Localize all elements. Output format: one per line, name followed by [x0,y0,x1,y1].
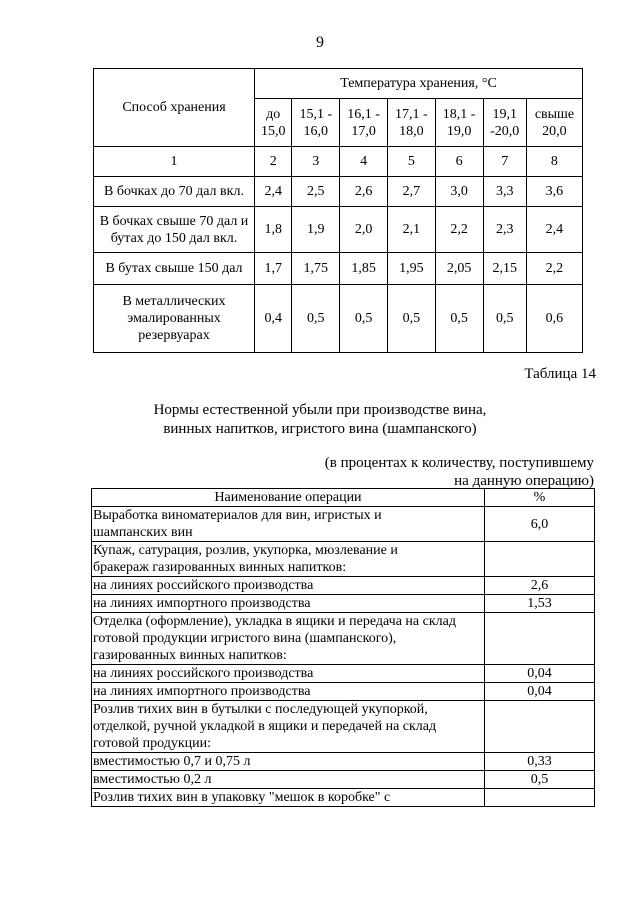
percent-value-cell [485,542,595,577]
title-line: винных напитков, игристого вина (шампанского) [163,421,477,437]
storage-method-line: эмалированных [127,311,221,326]
operation-line: на линиях российского производства [93,666,314,681]
operation-line: на линиях импортного производства [93,596,311,611]
table-row [94,177,583,207]
table-row [94,207,583,253]
loss-value-cell: 3,6 [526,177,582,207]
storage-method-line: бутах до 150 дал вкл. [110,230,238,246]
range-line: 20,0 [542,123,567,139]
loss-value-cell: 2,4 [526,207,582,253]
range-line: до [266,106,281,122]
table-row [92,542,595,577]
loss-value-cell: 2,0 [340,207,388,253]
temperature-range-cell [387,99,435,147]
loss-value-cell: 1,9 [292,207,340,253]
table-row [92,595,595,613]
loss-value-cell: 2,3 [483,207,526,253]
table-row [94,285,583,353]
storage-method-line: В бочках свыше 70 дал и [99,213,249,229]
range-line: 19,0 [446,123,472,139]
loss-value-cell: 0,5 [387,285,435,353]
operation-line: вместимостью 0,7 и 0,75 л [93,754,251,769]
percent-value-cell: 1,53 [485,595,595,613]
temperature-range-cell [483,99,526,147]
temperature-range-cell [435,99,483,147]
loss-value-cell: 2,6 [340,177,388,207]
operation-cell [92,613,485,665]
table-row [92,771,595,789]
column-number: 8 [526,147,582,177]
operation-cell [92,789,485,807]
loss-value-cell: 0,5 [483,285,526,353]
operation-line: вместимостью 0,2 л [93,772,212,787]
range-line: 18,1 - [442,106,476,122]
storage-method-line: В бутах свыше 150 дал [105,261,243,276]
operation-line: бракераж газированных винных напитков: [93,560,347,575]
production-loss-table [91,488,595,807]
operation-cell [92,753,485,771]
title-line: Нормы естественной убыли при производстве вина, [153,402,487,418]
loss-value-cell: 2,05 [435,253,483,285]
loss-value-cell: 3,3 [483,177,526,207]
operation-line: Отделка (оформление), укладка в ящики и передача на склад [93,614,456,629]
table-title [0,401,640,439]
operation-line: Розлив тихих вин в упаковку "мешок в коробке" с [93,790,391,805]
range-line: 18,0 [399,123,424,139]
operation-line: отделкой, ручной укладкой в ящики и передачей на склад [93,719,437,734]
operation-line: газированных винных напитков: [93,648,287,663]
operation-cell [92,507,485,542]
temperature-range-cell [255,99,292,147]
units-note [325,454,594,490]
percent-value-cell [485,613,595,665]
storage-method-line: В металлических [122,294,226,309]
operation-line: на линиях импортного производства [93,684,311,699]
column-number: 4 [340,147,388,177]
percent-value-cell: 0,04 [485,665,595,683]
storage-method-cell [94,177,255,207]
operation-line: Розлив тихих вин в бутылки с последующей укупоркой, [93,702,428,717]
loss-value-cell: 1,95 [387,253,435,285]
table-label: Таблица 14 [524,366,596,382]
percent-value-cell: 0,5 [485,771,595,789]
percent-header: % [485,489,595,507]
temperature-range-cell [292,99,340,147]
loss-value-cell: 0,4 [255,285,292,353]
operation-line: шампанских вин [93,525,193,540]
temperature-header: Температура хранения, °С [255,69,583,99]
column-number-row [94,147,583,177]
percent-value-cell: 0,04 [485,683,595,701]
storage-method-cell [94,285,255,353]
table-row [92,789,595,807]
column-number: 7 [483,147,526,177]
storage-method-line: В бочках до 70 дал вкл. [104,184,244,199]
storage-method-cell [94,253,255,285]
table-row [92,665,595,683]
column-number: 5 [387,147,435,177]
loss-value-cell: 2,15 [483,253,526,285]
table-row [94,253,583,285]
storage-method-cell [94,207,255,253]
temperature-range-cell [340,99,388,147]
table-row [92,753,595,771]
range-line: 19,1 [492,106,517,122]
operation-cell [92,595,485,613]
range-line: 15,0 [260,123,286,139]
loss-value-cell: 2,4 [255,177,292,207]
loss-value-cell: 2,2 [435,207,483,253]
percent-value-cell: 0,33 [485,753,595,771]
percent-value-cell: 6,0 [485,507,595,542]
page-number: 9 [316,34,324,51]
operation-line: готовой продукции: [93,736,212,751]
operation-line: Выработка виноматериалов для вин, игристых и [93,508,382,523]
operation-header: Наименование операции [92,489,485,507]
operation-line: на линиях российского производства [93,578,314,593]
range-line: 16,1 - [347,106,380,122]
operation-line: Купаж, сатурация, розлив, укупорка, мюзлевание и [93,543,398,558]
column-number: 1 [94,147,255,177]
loss-value-cell: 2,7 [387,177,435,207]
percent-value-cell: 2,6 [485,577,595,595]
table-row [92,701,595,753]
table-row [92,577,595,595]
range-line: свыше [534,106,575,122]
loss-value-cell: 2,5 [292,177,340,207]
loss-value-cell: 1,75 [292,253,340,285]
loss-value-cell: 0,6 [526,285,582,353]
range-line: 16,0 [303,123,329,139]
operation-cell [92,771,485,789]
loss-value-cell: 3,0 [435,177,483,207]
operation-cell [92,665,485,683]
loss-value-cell: 0,5 [340,285,388,353]
table-row [92,507,595,542]
loss-value-cell: 0,5 [435,285,483,353]
note-line: на данную операцию) [454,473,594,489]
loss-value-cell: 1,85 [340,253,388,285]
range-line: 17,1 - [395,106,428,122]
table-row [92,613,595,665]
loss-value-cell: 1,7 [255,253,292,285]
range-line: -20,0 [490,123,520,139]
note-line: (в процентах к количеству, поступившему [324,455,594,471]
operation-cell [92,701,485,753]
percent-value-cell [485,789,595,807]
operation-line: готовой продукции игристого вина (шампанского), [93,631,397,646]
range-line: 15,1 - [299,106,333,122]
header-row [94,69,583,99]
temperature-range-cell [526,99,582,147]
operation-cell [92,683,485,701]
method-header: Способ хранения [94,69,255,147]
column-number: 3 [292,147,340,177]
percent-value-cell [485,701,595,753]
loss-value-cell: 2,1 [387,207,435,253]
storage-method-line: резервуарах [138,328,210,343]
operation-cell [92,577,485,595]
storage-loss-table [93,68,583,353]
column-number: 6 [435,147,483,177]
table-row [92,683,595,701]
loss-value-cell: 1,8 [255,207,292,253]
range-line: 17,0 [351,123,376,139]
operation-cell [92,542,485,577]
loss-value-cell: 0,5 [292,285,340,353]
header-row [92,489,595,507]
loss-value-cell: 2,2 [526,253,582,285]
column-number: 2 [255,147,292,177]
